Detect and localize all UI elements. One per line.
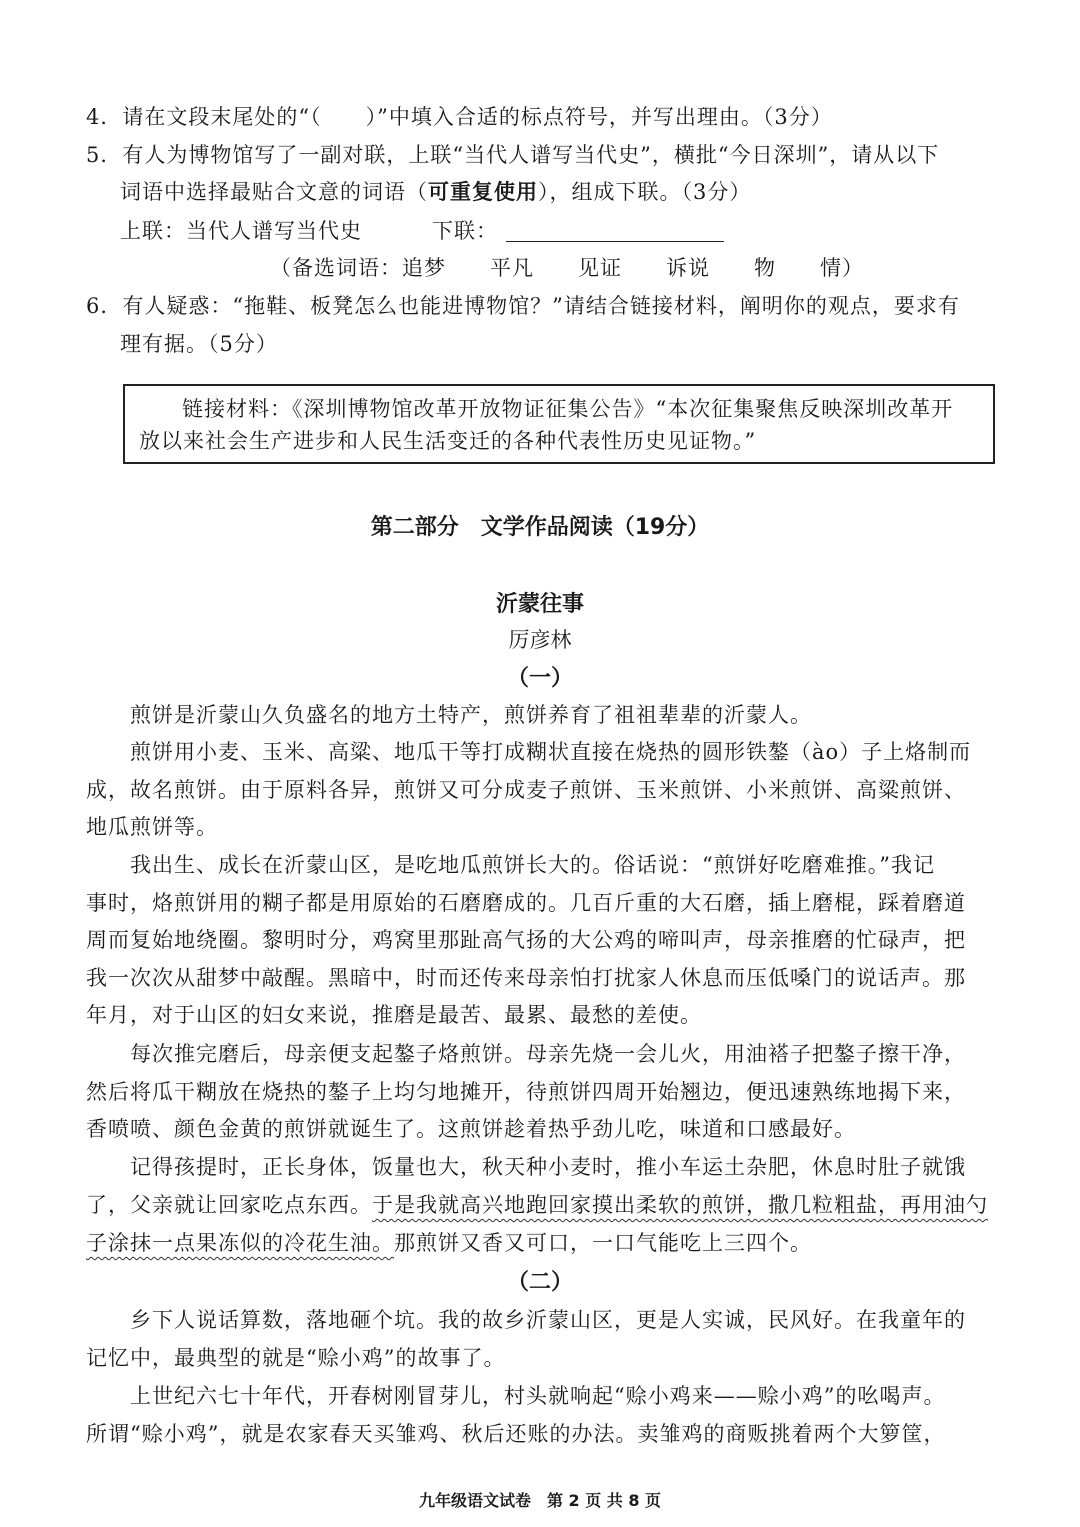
paragraph-line: 煎饼是沂蒙山久负盛名的地方土特产，煎饼养育了祖祖辈辈的沂蒙人。: [130, 703, 812, 727]
paragraph-line: 成，故名煎饼。由于原料各异，煎饼又可分成麦子煎饼、玉米煎饼、小米煎饼、高粱煎饼、: [86, 778, 966, 802]
paragraph-line: 乡下人说话算数，落地砸个坑。我的故乡沂蒙山区，更是人实诚，民风好。在我童年的: [130, 1308, 966, 1332]
paragraph-line: 年月，对于山区的妇女来说，推磨是最苦、最累、最愁的差使。: [86, 1003, 702, 1027]
paragraph-line: 煎饼用小麦、玉米、高粱、地瓜干等打成糊状直接在烧热的圆形铁鏊（ào）子上烙制而: [130, 740, 972, 764]
paragraph-line: 所谓“赊小鸡”，就是农家春天买雏鸡、秋后还账的办法。卖雏鸡的商贩挑着两个大箩筐，: [86, 1422, 946, 1446]
article-author: 厉彦林: [508, 628, 572, 652]
couplet-lower: [432, 216, 724, 246]
wavy-underlined-sentence: 于是我就高兴地跑回家摸出柔软的煎饼，撒几粒粗盐，再用油勺: [372, 1193, 988, 1217]
paragraph-line: 周而复始地绕圈。黎明时分，鸡窝里那趾高气扬的大公鸡的啼叫声，母亲推磨的忙碌声，把: [86, 928, 966, 952]
paragraph-line: 香喷喷、颜色金黄的煎饼就诞生了。这煎饼趁着热乎劲儿吃，味道和口感最好。: [86, 1117, 856, 1141]
question-4: 4．请在文段末尾处的“（ ）”中填入合适的标点符号，并写出理由。（3分）: [86, 105, 833, 129]
couplet-upper: 上联：当代人谱写当代史: [120, 219, 362, 243]
paragraph-line: 记得孩提时，正长身体，饭量也大，秋天种小麦时，推小车运土杂肥，休息时肚子就饿: [130, 1155, 966, 1179]
paragraph-line: 记忆中，最典型的就是“赊小鸡”的故事了。: [86, 1346, 506, 1370]
page-footer: 九年级语文试卷 第 2 页 共 8 页: [418, 1491, 662, 1510]
q5-bold-text: 可重复使用: [428, 179, 538, 204]
paragraph-line: 我出生、成长在沂蒙山区，是吃地瓜煎饼长大的。俗话说：“煎饼好吃磨难推。”我记: [130, 853, 935, 877]
part-heading-1: （一）: [506, 665, 573, 691]
question-6: 6．有人疑惑：“拖鞋、板凳怎么也能进博物馆？”请结合链接材料，阐明你的观点，要求有: [86, 294, 960, 318]
paragraph-line: 地瓜煎饼等。: [86, 815, 218, 839]
plain-text: 那煎饼又香又可口，一口气能吃上三四个。: [394, 1231, 812, 1255]
paragraph-line: 每次推完磨后，母亲便支起鏊子烙煎饼。母亲先烧一会儿火，用油褡子把鏊子擦干净，: [130, 1042, 966, 1066]
couplet-lower-label: 下联：: [432, 219, 498, 243]
paragraph-line: 上世纪六七十年代，开春树刚冒芽儿，村头就响起“赊小鸡来——赊小鸡”的吆喝声。: [130, 1384, 946, 1408]
link-material-line-2: 放以来社会生产进步和人民生活变迁的各种代表性历史见证物。”: [139, 429, 757, 453]
paragraph-line: 事时，烙煎饼用的糊子都是用原始的石磨磨成的。几百斤重的大石磨，插上磨棍，踩着磨道: [86, 891, 966, 915]
article-title: 沂蒙往事: [495, 592, 584, 617]
answer-blank[interactable]: [506, 219, 724, 242]
plain-text: 了，父亲就让回家吃点东西。: [86, 1193, 372, 1217]
paragraph-line-with-underline: [86, 1228, 812, 1258]
part-heading-2: （二）: [506, 1269, 573, 1295]
paragraph-line: 我一次次从甜梦中敲醒。黑暗中，时而还传来母亲怕打扰家人休息而压低嗓门的说话声。那: [86, 966, 966, 990]
question-6-continued: 理有据。（5分）: [120, 332, 278, 356]
word-options: （备选词语：追梦 平凡 见证 诉说 物 情）: [270, 256, 864, 280]
q5-text-b: ），组成下联。（3分）: [538, 180, 752, 204]
paragraph-line-with-underline: [86, 1190, 988, 1220]
link-material-box: [123, 384, 995, 464]
q5-text-a: 词语中选择最贴合文意的词语（: [120, 180, 428, 204]
section-title: 第二部分 文学作品阅读（19分）: [370, 515, 710, 540]
question-5-continued: [120, 177, 751, 207]
link-material-line-1: 链接材料：《深圳博物馆改革开放物证征集公告》“本次征集聚焦反映深圳改革开: [182, 397, 954, 421]
paragraph-line: 然后将瓜干糊放在烧热的鏊子上均匀地摊开，待煎饼四周开始翘边，便迅速熟练地揭下来，: [86, 1080, 966, 1104]
question-5: 5．有人为博物馆写了一副对联，上联“当代人谱写当代史”，横批“今日深圳”，请从以下: [86, 143, 940, 167]
wavy-underlined-sentence-end: 子涂抹一点果冻似的冷花生油。: [86, 1231, 394, 1255]
